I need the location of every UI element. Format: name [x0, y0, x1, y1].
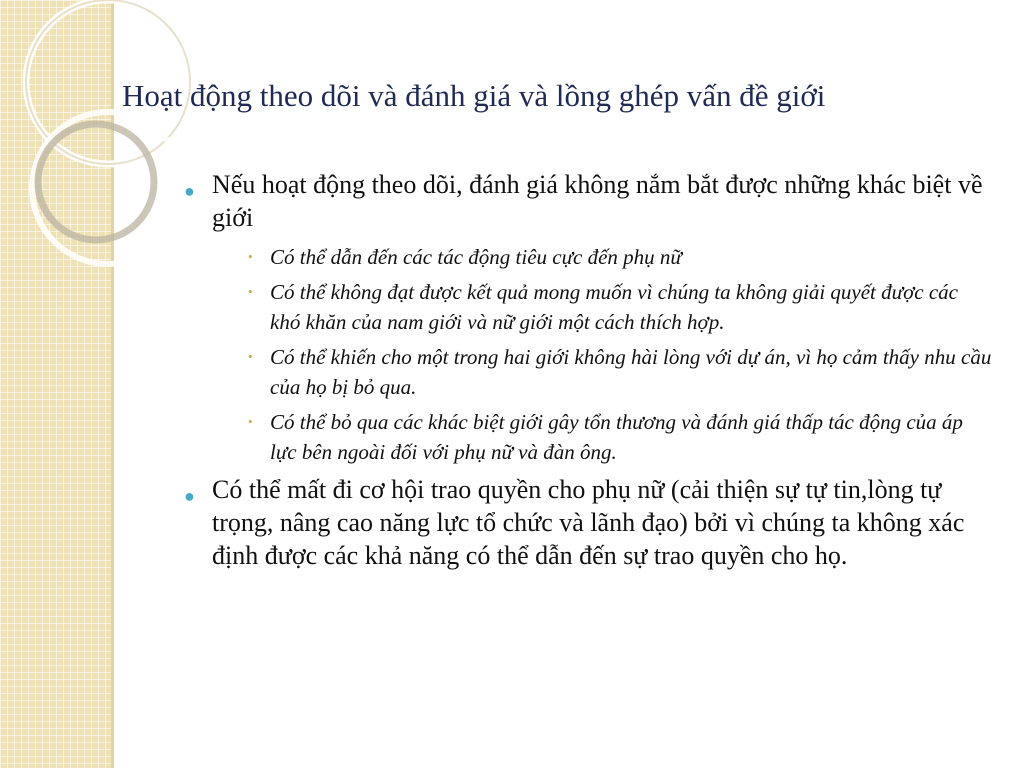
sub-bullet-list	[244, 242, 992, 467]
sub-bullet-item	[244, 277, 992, 337]
sub-bullet-text: Có thể bỏ qua các khác biệt giới gây tổn thương và đánh giá thấp tác động của áp lực bên ngoài đối với phụ nữ và đàn ông.	[270, 410, 963, 464]
sub-bullet-item	[244, 242, 992, 272]
sub-bullet-dot-icon: •	[248, 284, 253, 299]
deco-circle-gray	[38, 124, 154, 240]
bullet-text: Nếu hoạt động theo dõi, đánh giá không nắm bắt được những khác biệt về giới	[212, 170, 983, 232]
sub-bullet-text: Có thể không đạt được kết quả mong muốn vì chúng ta không giải quyết được các khó khăn của nam giới và nữ giới một cách thích hợp.	[270, 280, 959, 334]
slide-title: Hoạt động theo dõi và đánh giá và lồng ghép vấn đề giới	[122, 78, 826, 113]
sub-bullet-item	[244, 342, 992, 402]
sub-bullet-dot-icon: •	[248, 349, 253, 364]
sub-bullet-text: Có thể khiến cho một trong hai giới không hài lòng với dự án, vì họ cảm thấy nhu cầu của họ bị bỏ qua.	[270, 345, 992, 399]
sub-bullet-dot-icon: •	[248, 414, 253, 429]
sub-bullet-dot-icon: •	[248, 249, 253, 264]
bullet-text: Có thể mất đi cơ hội trao quyền cho phụ nữ (cải thiện sự tự tin,lòng tự trọng, nâng cao năng lực tổ chức và lãnh đạo) bởi vì chúng ta không xác định được các khả năng có thể dẫn đến sự trao quyền cho họ.	[212, 475, 965, 570]
bullet-dot-icon: ●	[184, 181, 195, 201]
bullet-item	[182, 168, 992, 234]
bullet-dot-icon: ●	[184, 486, 195, 506]
sub-bullet-text: Có thể dẫn đến các tác động tiêu cực đến phụ nữ	[270, 245, 682, 269]
sub-bullet-item	[244, 407, 992, 467]
slide-content	[182, 168, 992, 580]
decorative-circles	[0, 0, 200, 260]
bullet-item	[182, 473, 992, 572]
